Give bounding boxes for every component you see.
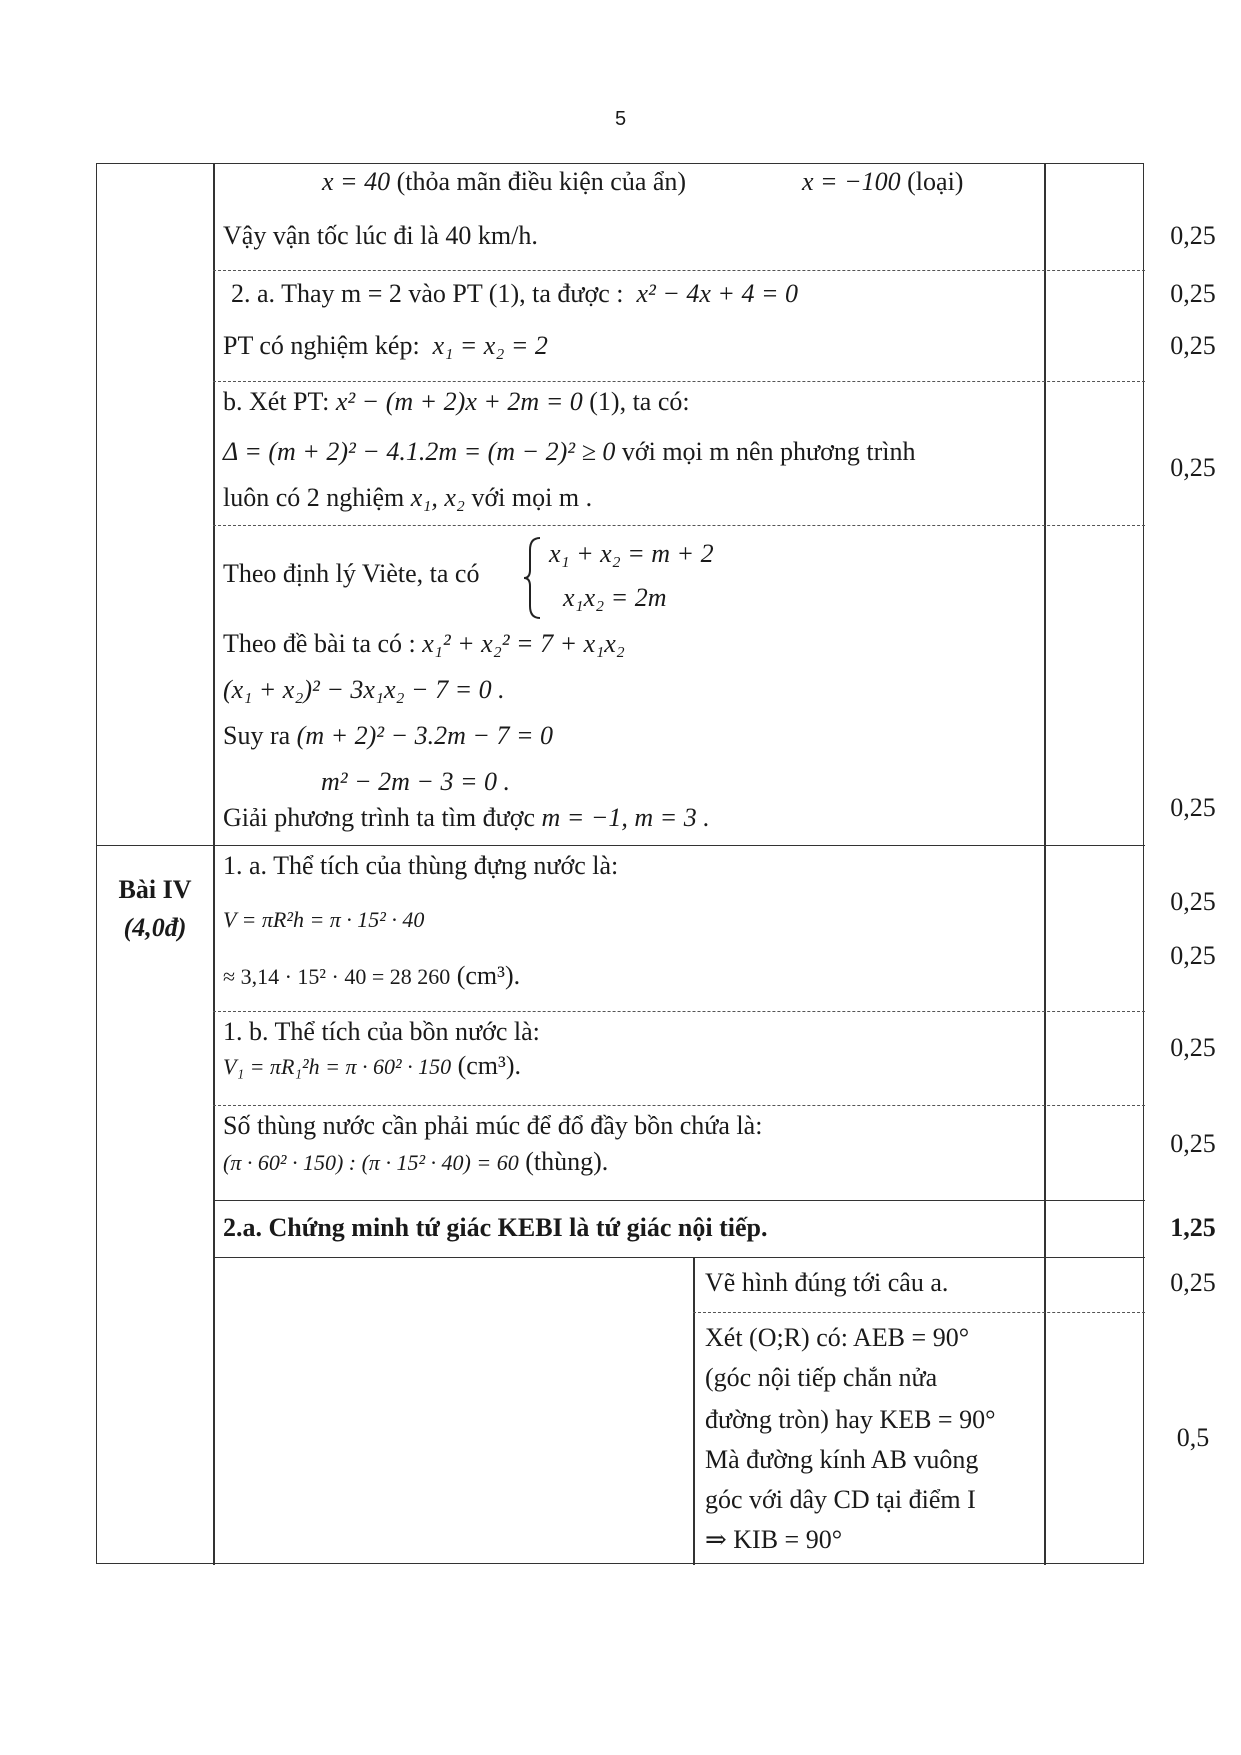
solution-line: Vẽ hình đúng tới câu a.	[705, 1268, 949, 1297]
problem-title: Bài IV	[118, 875, 192, 904]
solution-line: (x₁ + x₂)² − 3x₁x₂ − 7 = 0 .	[223, 675, 505, 704]
solution-line: Δ = (m + 2)² − 4.1.2m = (m − 2)² ≥ 0 với mọi m nên phương trình	[223, 437, 916, 466]
solution-line: 2. a. Thay m = 2 vào PT (1), ta được : x² − 4x + 4 = 0	[231, 279, 798, 308]
solution-line: PT có nghiệm kép: x₁ = x₂ = 2	[223, 331, 548, 360]
solution-line: m² − 2m − 3 = 0 .	[321, 767, 510, 796]
problem-points: (4,0đ)	[123, 913, 187, 942]
row-divider	[213, 1200, 1145, 1201]
row-divider	[213, 1011, 1145, 1012]
score: 0,25	[1170, 1268, 1216, 1297]
score: 0,25	[1170, 793, 1216, 822]
solution-line: 1. b. Thể tích của bồn nước là:	[223, 1017, 540, 1046]
row-divider	[97, 845, 1145, 846]
score: 0,25	[1170, 887, 1216, 916]
solution-line: đường tròn) hay KEB = 90°	[705, 1405, 996, 1434]
solution-line: góc với dây CD tại điểm I	[705, 1485, 976, 1514]
solution-line: Theo định lý Viète, ta có	[223, 559, 480, 588]
solution-line: Suy ra (m + 2)² − 3.2m − 7 = 0	[223, 721, 554, 750]
solution-line: V₁ = πR₁²h = π · 60² · 150 (cm³).	[223, 1051, 521, 1080]
solution-line: Mà đường kính AB vuông	[705, 1445, 979, 1474]
solution-line: x₁ + x₂ = m + 2	[549, 539, 714, 568]
col-divider-inner	[693, 1257, 695, 1565]
row-divider	[213, 270, 1145, 271]
solution-line: Vậy vận tốc lúc đi là 40 km/h.	[223, 221, 538, 250]
solution-line: (góc nội tiếp chắn nửa	[705, 1363, 938, 1392]
score: 0,25	[1170, 453, 1216, 482]
solution-line: x₁x₂ = 2m	[563, 583, 667, 612]
solution-line: x = 40 (thỏa mãn điều kiện của ẩn)	[322, 167, 687, 196]
score: 0,25	[1170, 1033, 1216, 1062]
solution-line: Theo đề bài ta có : x₁² + x₂² = 7 + x₁x₂	[223, 629, 625, 658]
system-brace	[522, 536, 544, 620]
solution-line: ≈ 3,14 · 15² · 40 = 28 260 (cm³).	[223, 961, 521, 990]
score: 0,25	[1170, 1129, 1216, 1158]
row-divider	[213, 525, 1145, 526]
solution-line: V = πR²h = π · 15² · 40	[223, 907, 425, 932]
score: 0,25	[1170, 279, 1216, 308]
score: 0,25	[1170, 331, 1216, 360]
solution-line: luôn có 2 nghiệm x₁, x₂ với mọi m .	[223, 483, 593, 512]
solution-line: (π · 60² · 150) : (π · 15² · 40) = 60 (thùng).	[223, 1147, 609, 1176]
row-divider	[213, 381, 1145, 382]
answer-table	[96, 163, 1216, 1564]
col-divider-2	[1044, 164, 1046, 1565]
solution-line: b. Xét PT: x² − (m + 2)x + 2m = 0 (1), ta có:	[223, 387, 690, 416]
score: 0,25	[1170, 941, 1216, 970]
solution-line: ⇒ KIB = 90°	[705, 1525, 843, 1554]
row-divider	[213, 1257, 1145, 1258]
row-divider	[693, 1312, 1145, 1313]
solution-line: Giải phương trình ta tìm được m = −1, m = 3 .	[223, 803, 710, 832]
solution-line: Xét (O;R) có: AEB = 90°	[705, 1323, 970, 1352]
col-divider-1	[213, 164, 215, 1565]
row-divider	[213, 1105, 1145, 1106]
solution-line: x = −100 (loại)	[802, 167, 964, 196]
score: 0,25	[1170, 221, 1216, 250]
solution-line: Số thùng nước cần phải múc để đổ đầy bồn chứa là:	[223, 1111, 763, 1140]
score: 0,5	[1176, 1423, 1210, 1452]
page-number: 5	[614, 108, 627, 130]
score: 1,25	[1170, 1213, 1216, 1242]
section-heading: 2.a. Chứng minh tứ giác KEBI là tứ giác nội tiếp.	[223, 1213, 768, 1242]
solution-line: 1. a. Thể tích của thùng đựng nước là:	[223, 851, 619, 880]
